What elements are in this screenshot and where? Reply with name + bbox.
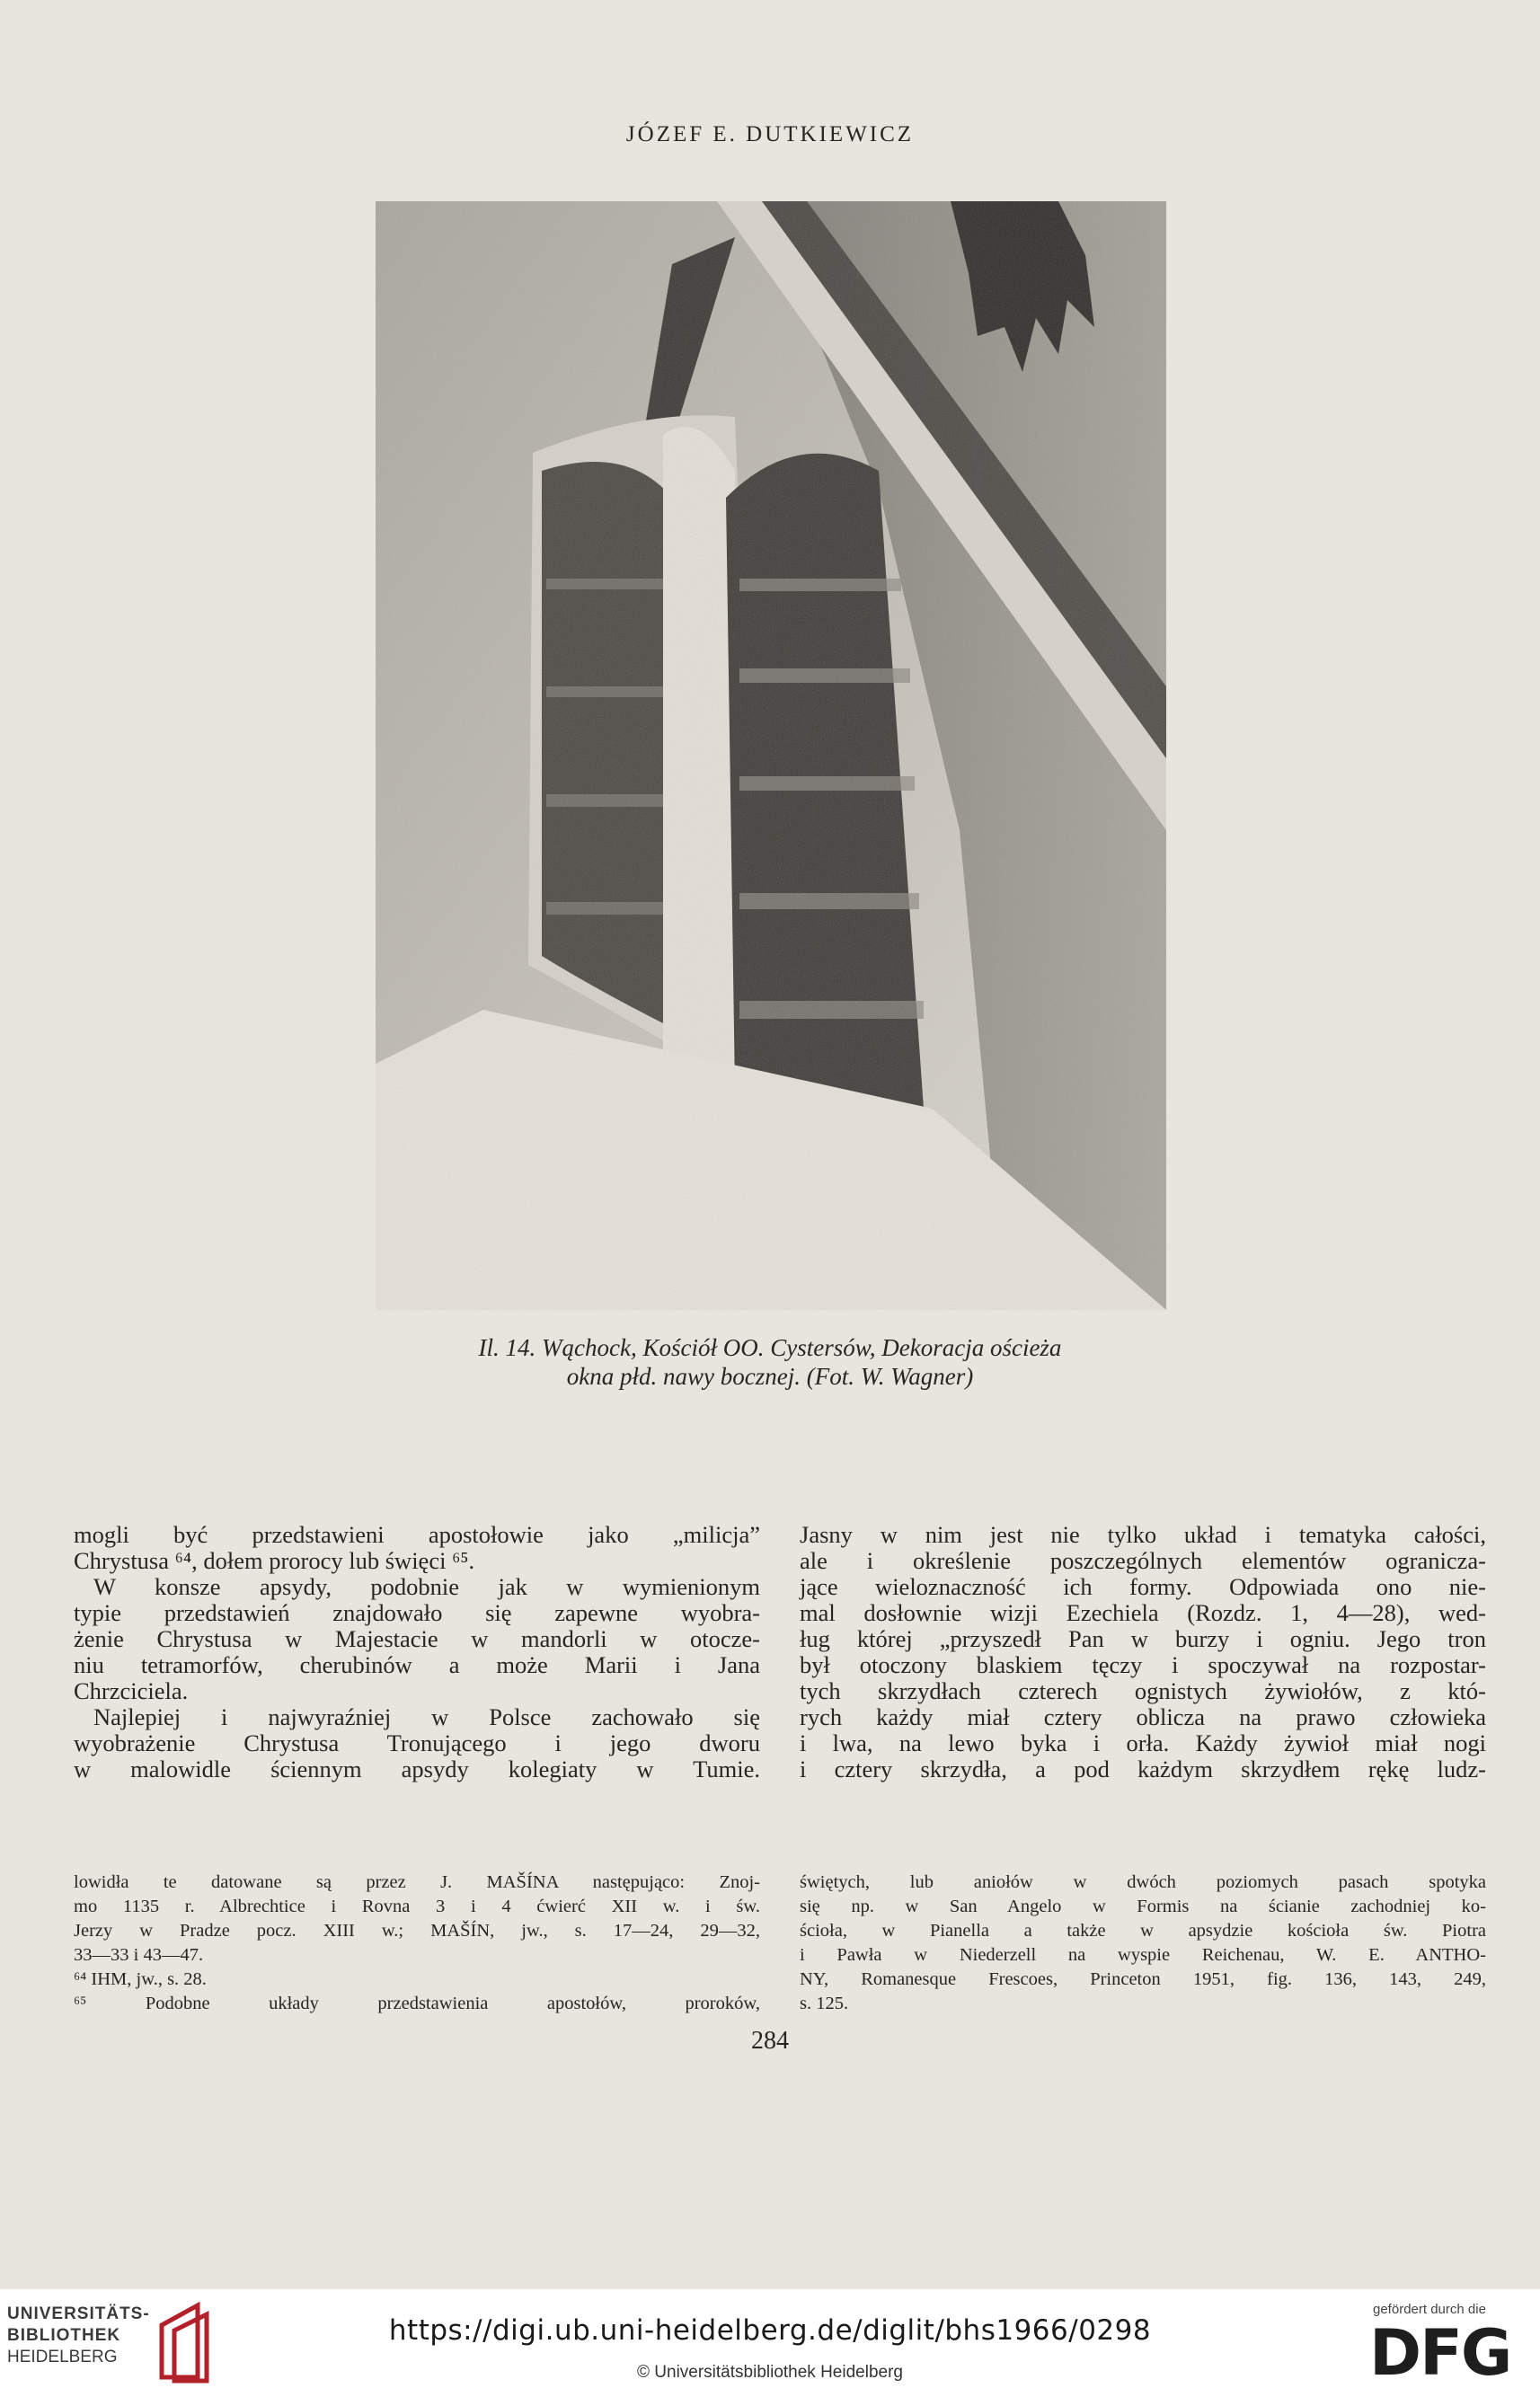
text-line: ług której „przyszedł Pan w burzy i ogniu. Jego tron bbox=[800, 1625, 1486, 1652]
library-line: UNIVERSITÄTS- bbox=[7, 2304, 150, 2323]
text-line: s. 125. bbox=[800, 1994, 849, 2013]
text-line: 33—33 i 43—47. bbox=[74, 1945, 204, 1965]
footer-bar bbox=[0, 2289, 1540, 2397]
text-line: się np. w San Angelo w Formis na ścianie zachodniej ko- bbox=[800, 1897, 1486, 1916]
page-number: 284 bbox=[751, 2027, 789, 2055]
body-column-left bbox=[74, 1522, 760, 1782]
dfg-logo: DFG bbox=[1369, 2316, 1511, 2390]
footnotes-right bbox=[800, 1871, 1486, 2016]
text-line: niu tetramorfów, cherubinów a może Marii i Jana bbox=[74, 1651, 760, 1678]
text-line: typie przedstawień znajdowało się zapewne wyobra- bbox=[74, 1599, 760, 1626]
text-line: Chrystusa ⁶⁴, dołem prorocy lub święci ⁶⁵. bbox=[74, 1547, 475, 1574]
text-line: był otoczony blaskiem tęczy i spoczywał na rozpostar- bbox=[800, 1651, 1486, 1678]
text-line: Najlepiej i najwyraźniej w Polsce zachowało się bbox=[93, 1703, 760, 1730]
source-url-link[interactable]: https://digi.ub.uni-heidelberg.de/diglit/bhs1966/0298 bbox=[388, 2314, 1152, 2347]
text-line: i Pawła w Niederzell na wyspie Reichenau, W. E. ANTHO- bbox=[800, 1945, 1486, 1965]
funding-note: gefördert durch die bbox=[1373, 2302, 1486, 2317]
text-line: i cztery skrzydła, a pod każdym skrzydłem rękę ludz- bbox=[800, 1756, 1486, 1782]
text-line: wyobrażenie Chrystusa Tronującego i jego dworu bbox=[74, 1729, 760, 1756]
body-column-right bbox=[800, 1522, 1486, 1782]
figure-caption bbox=[341, 1333, 1199, 1391]
photo-window-embrasure-image bbox=[376, 201, 1166, 1310]
text-line: mogli być przedstawieni apostołowie jako „milicja” bbox=[74, 1521, 760, 1548]
text-line: ścioła, w Pianella a także w apsydzie kościoła św. Piotra bbox=[800, 1921, 1486, 1941]
caption-line: Il. 14. Wąchock, Kościół OO. Cystersów, Dekoracja ościeża bbox=[478, 1334, 1062, 1361]
text-line: rych każdy miał cztery oblicza na prawo człowieka bbox=[800, 1703, 1486, 1730]
photo-window-embrasure bbox=[376, 201, 1166, 1310]
text-line: NY, Romanesque Frescoes, Princeton 1951, fig. 136, 143, 249, bbox=[800, 1969, 1486, 1989]
text-line: w malowidle ściennym apsydy kolegiaty w Tumie. bbox=[74, 1756, 760, 1782]
text-line: Chrzciciela. bbox=[74, 1677, 189, 1704]
footnotes-left bbox=[74, 1871, 760, 2016]
text-line: ⁶⁵ Podobne układy przedstawienia apostołów, proroków, bbox=[74, 1994, 760, 2013]
text-line: i lwa, na lewo byka i orła. Każdy żywioł miał nogi bbox=[800, 1729, 1486, 1756]
text-line: lowidła te datowane są przez J. MAŠÍNA następująco: Znoj- bbox=[74, 1872, 760, 1892]
text-line: Jerzy w Pradze pocz. XIII w.; MAŠÍN, jw., s. 17—24, 29—32, bbox=[74, 1921, 760, 1941]
text-line: tych skrzydłach czterech ognistych żywiołów, z któ- bbox=[800, 1677, 1486, 1704]
text-line: Jasny w nim jest nie tylko układ i tematyka całości, bbox=[800, 1521, 1486, 1548]
text-line: mo 1135 r. Albrechtice i Rovna 3 i 4 ćwierć XII w. i św. bbox=[74, 1897, 760, 1916]
text-line: ale i określenie poszczególnych elementów ogranicza- bbox=[800, 1547, 1486, 1574]
caption-line: okna płd. nawy bocznej. (Fot. W. Wagner) bbox=[566, 1363, 974, 1390]
running-head: JÓZEF E. DUTKIEWICZ bbox=[625, 122, 915, 146]
text-line: świętych, lub aniołów w dwóch poziomych pasach spotyka bbox=[800, 1872, 1486, 1892]
text-line: żenie Chrystusa w Majestacie w mandorli w otocze- bbox=[74, 1625, 760, 1652]
library-line: HEIDELBERG bbox=[7, 2348, 118, 2366]
text-line: W konsze apsydy, podobnie jak w wymienionym bbox=[93, 1573, 760, 1600]
text-line: jące wieloznaczność ich formy. Odpowiada ono nie- bbox=[800, 1573, 1486, 1600]
library-line: BIBLIOTHEK bbox=[7, 2326, 121, 2345]
text-line: ⁶⁴ IHM, jw., s. 28. bbox=[74, 1969, 207, 1989]
copyright-notice: © Universitätsbibliothek Heidelberg bbox=[637, 2363, 903, 2382]
text-line: mal dosłownie wizji Ezechiela (Rozdz. 1, 4—28), wed- bbox=[800, 1599, 1486, 1626]
